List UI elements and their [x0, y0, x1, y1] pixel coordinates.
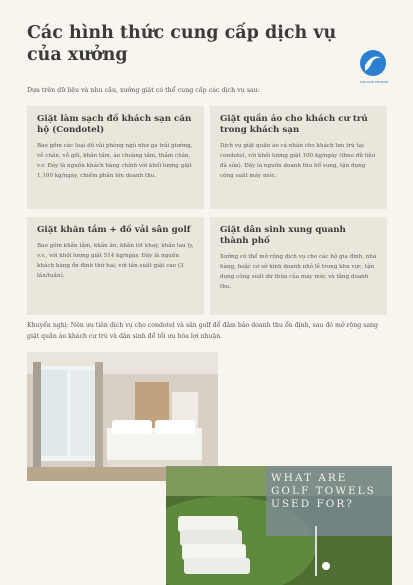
logo-text: TAN SHIE VIETNAM: [359, 80, 389, 84]
hotel-room-illustration: [27, 352, 218, 481]
service-card-condotel: [27, 106, 204, 209]
golf-towels-photo: [166, 466, 392, 585]
card-body: Bao gồm khăn tắm, khăn ăn, khăn lót khay, khăn lau ly, v.v., với khối lượng giặt 514 kg/ngày. Đây là nguồn khách hàng ổn định thứ hai, với tần suất giặt cao (3 lần/tuần).: [37, 243, 194, 279]
card-body: Dịch vụ giặt quần áo cá nhân cho khách lưu trú tại condotel, với khối lượng giặt 100 kg/ngày (theo dữ liệu đã sửa). Đây là nguồn doanh thu bổ sung, tận dụng công suất máy móc.: [220, 143, 376, 179]
service-card-guest-laundry: [210, 106, 387, 209]
golf-towels-caption: WHAT ARE GOLF TOWELS USED FOR?: [271, 472, 376, 510]
service-card-golf: [27, 217, 204, 315]
intro-text: Dựa trên dữ liệu và nhu cầu, xưởng giặt có thể cung cấp các dịch vụ sau:: [27, 87, 260, 94]
card-heading: Giặt dân sinh xung quanh thành phố: [220, 225, 346, 246]
hotel-room-photo: [27, 352, 218, 481]
recommendation-text: Khuyến nghị: Nên ưu tiên dịch vụ cho condotel và sân golf để đảm bảo doanh thu ổn định, sau đó mở rộng sang giặt quần áo khách cư trú và dân sinh để tối ưu hóa lợi nhuận.: [27, 322, 378, 340]
company-logo-icon: [359, 49, 387, 77]
page-title: Các hình thức cung cấp dịch vụ của xưởng: [27, 23, 337, 65]
service-card-residential: [210, 217, 387, 315]
card-heading: Giặt khăn tắm + đồ vải sân golf: [37, 225, 191, 235]
card-body: Bao gồm các loại đồ vải phòng ngủ như ga trải giường, vỏ chăn, vỏ gối, khăn tắm, áo choàng tắm, thảm chân, v.v. Đây là nguồn khách hàng chính với khối lượng giặt 1,100 kg/ngày, chiếm phần lớn doanh thu.: [37, 143, 193, 179]
card-heading: Giặt quần áo cho khách cư trú trong khách sạn: [220, 114, 368, 135]
card-heading: Giặt làm sạch đồ khách sạn căn hộ (Condotel): [37, 114, 192, 135]
card-body: Xưởng có thể mở rộng dịch vụ cho các hộ gia đình, nhà hàng, hoặc cơ sở kinh doanh nhỏ lẻ trong khu vực, tận dụng công suất dư thừa của máy móc và tăng doanh thu.: [220, 254, 377, 290]
